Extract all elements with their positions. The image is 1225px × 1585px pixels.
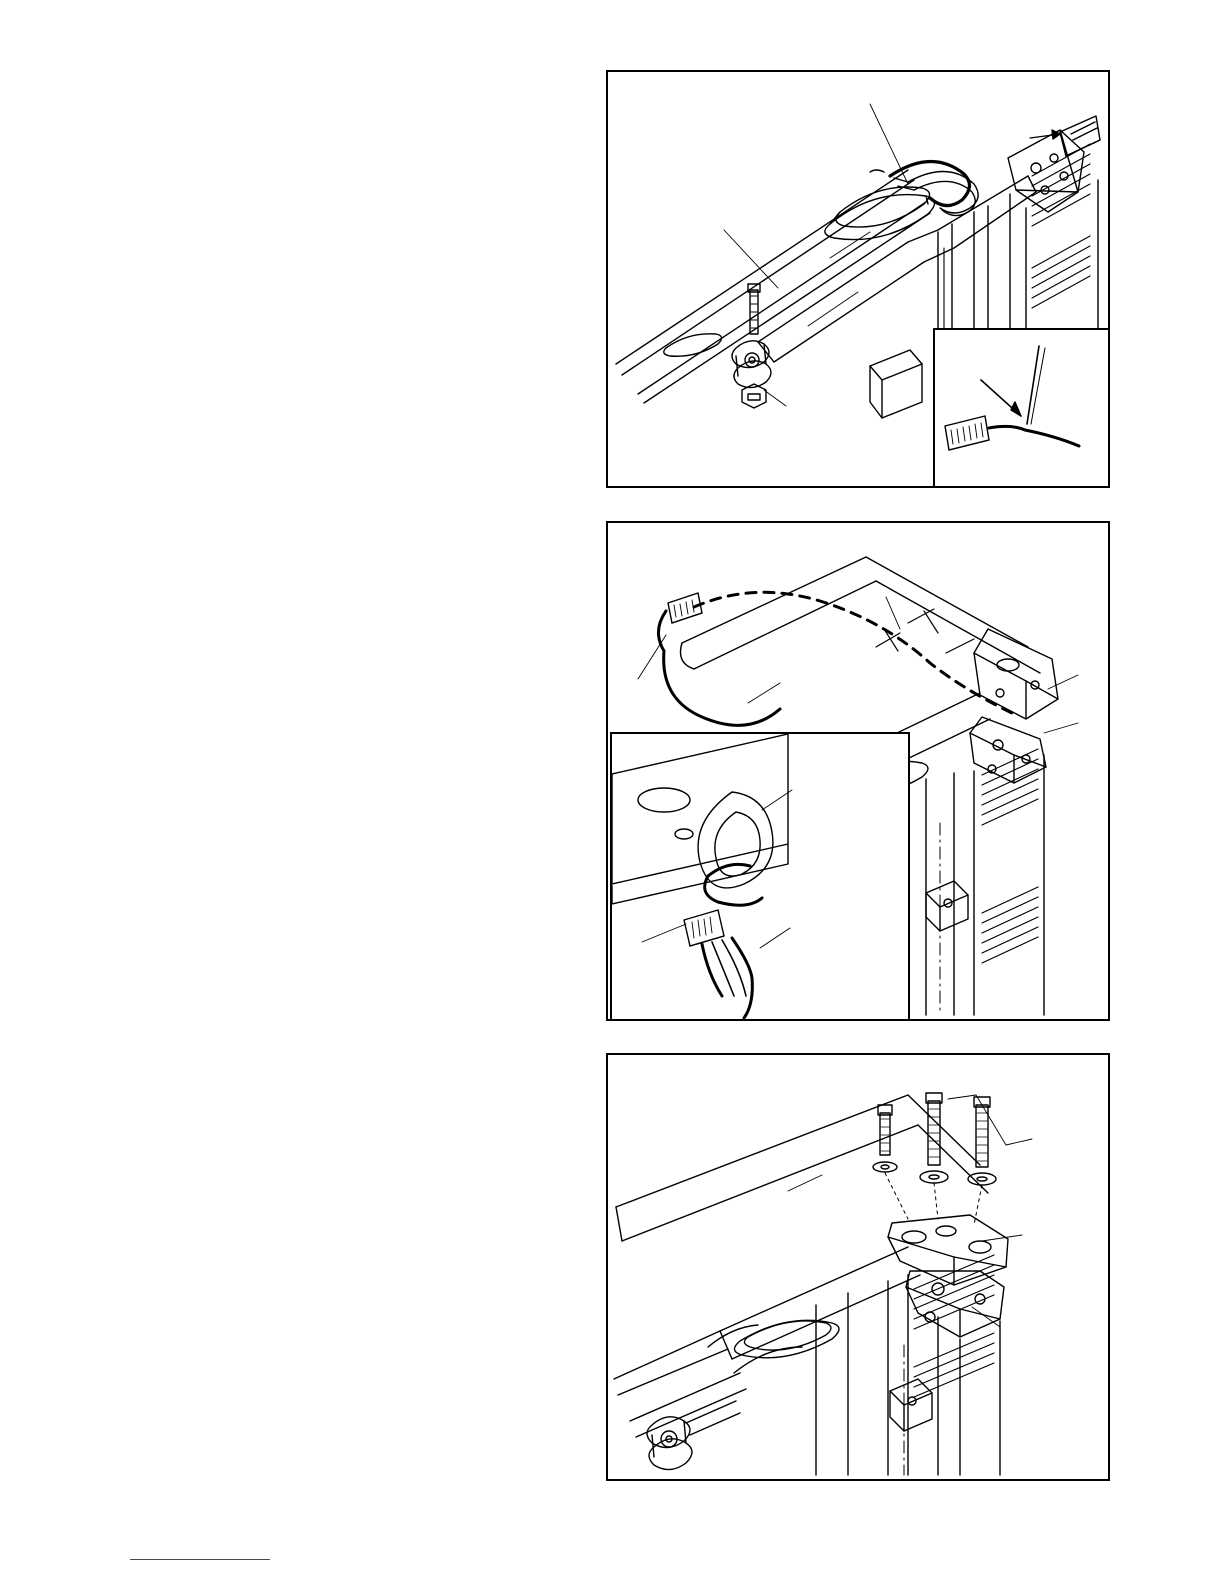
footer-hyperlink[interactable] bbox=[130, 1548, 270, 1560]
inset-1-drawing bbox=[935, 330, 1108, 486]
inset-base-plate-wire-detail bbox=[610, 732, 910, 1021]
figure-wire-routing-through-upright bbox=[606, 521, 1110, 1021]
figure-console-wire-and-upright-bracket bbox=[606, 70, 1110, 488]
inset-wire-tie-detail bbox=[933, 328, 1110, 488]
figure-3-drawing bbox=[608, 1055, 1108, 1479]
inset-2-drawing bbox=[612, 734, 908, 1019]
figure-upright-screws-and-washers bbox=[606, 1053, 1110, 1481]
